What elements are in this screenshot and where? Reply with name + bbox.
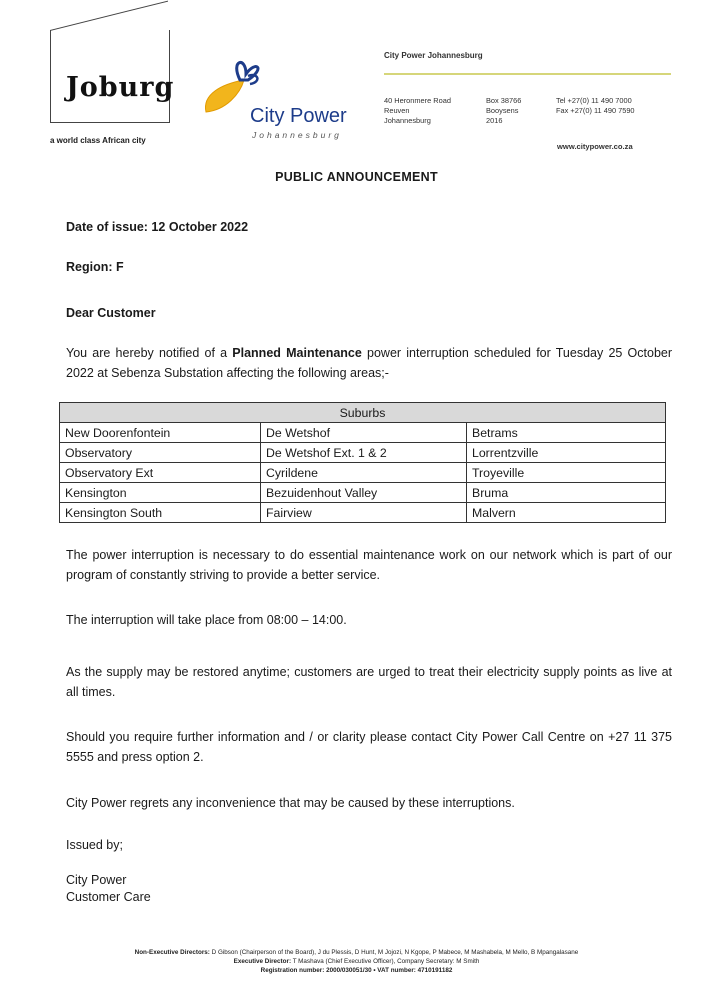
- city-power-subtitle: Johannesburg: [252, 130, 342, 140]
- table-cell: Cyrildene: [261, 463, 467, 483]
- table-cell: De Wetshof: [261, 423, 467, 443]
- document-title: PUBLIC ANNOUNCEMENT: [275, 170, 438, 184]
- postal-line: Booysens: [486, 106, 519, 115]
- contact-numbers: [556, 96, 635, 116]
- table-cell: Bezuidenhout Valley: [261, 483, 467, 503]
- intro-text: power interruption scheduled for Tuesday 25 October 2022 at Sebenza Substation affecting the following areas;-: [66, 346, 673, 380]
- footer-text: D Gibson (Chairperson of the Board), J du Plessis, D Hunt, M Jojozi, N Kgope, P Mabece, M Mashabela, M Mello, B Mpangalasane: [211, 949, 579, 956]
- table-cell: Observatory Ext: [60, 463, 261, 483]
- company-name: City Power Johannesburg: [384, 51, 483, 60]
- salutation: Dear Customer: [66, 306, 156, 320]
- footer-registration: Registration number: 2000/030051/30 • VAT number: 4710191182: [260, 967, 453, 974]
- table-cell: Betrams: [467, 423, 666, 443]
- table-row: [60, 463, 666, 483]
- address-line: 40 Heronmere Road: [384, 96, 451, 105]
- time-paragraph: The interruption will take place from 08:00 – 14:00.: [66, 613, 347, 627]
- table-cell: De Wetshof Ext. 1 & 2: [261, 443, 467, 463]
- region: Region: F: [66, 260, 124, 274]
- contact-paragraph: Should you require further information and / or clarity please contact City Power Call Centre on +27 11 375 5555 and press option 2.: [66, 730, 672, 764]
- table-row: [60, 503, 666, 523]
- intro-paragraph: [66, 343, 672, 383]
- signoff-dept: Customer Care: [66, 890, 151, 904]
- regret-paragraph: City Power regrets any inconvenience that may be caused by these interruptions.: [66, 796, 515, 810]
- city-power-name: City Power: [250, 105, 347, 127]
- footer-directors: [0, 949, 713, 958]
- table-cell: Fairview: [261, 503, 467, 523]
- footer-executive: [0, 958, 713, 967]
- address-line: Johannesburg: [384, 116, 431, 125]
- street-address: [384, 96, 451, 126]
- table-cell: Malvern: [467, 503, 666, 523]
- table-cell: New Doorenfontein: [60, 423, 261, 443]
- footer-label: Non-Executive Directors:: [134, 949, 210, 956]
- website-link[interactable]: www.citypower.co.za: [557, 142, 633, 151]
- table-cell: Troyeville: [467, 463, 666, 483]
- issued-by: Issued by;: [66, 838, 123, 852]
- table-row: [60, 423, 666, 443]
- table-cell: Kensington South: [60, 503, 261, 523]
- address-line: Reuven: [384, 106, 410, 115]
- joburg-tagline: a world class African city: [50, 136, 146, 145]
- table-row: [60, 443, 666, 463]
- reason-paragraph: The power interruption is necessary to do essential maintenance work on our network which is part of our program of constantly striving to provide a better service.: [66, 548, 672, 582]
- intro-emphasis: Planned Maintenance: [232, 346, 362, 360]
- table-header-row: [60, 403, 666, 423]
- table-header: Suburbs: [60, 403, 666, 423]
- header-divider: [384, 73, 671, 75]
- joburg-logo: Joburg: [66, 72, 175, 103]
- table-cell: Lorrentzville: [467, 443, 666, 463]
- postal-address: [486, 96, 521, 126]
- date-of-issue: Date of issue: 12 October 2022: [66, 220, 249, 234]
- fax: Fax +27(0) 11 490 7590: [556, 106, 635, 115]
- table-cell: Bruma: [467, 483, 666, 503]
- signoff-org: City Power: [66, 873, 127, 887]
- intro-text: You are hereby notified of a: [66, 346, 233, 360]
- table-row: [60, 483, 666, 503]
- suburbs-table: [59, 402, 666, 523]
- footer-text: T Mashava (Chief Executive Officer), Company Secretary: M Smith: [292, 958, 480, 965]
- table-cell: Kensington: [60, 483, 261, 503]
- postal-line: 2016: [486, 116, 503, 125]
- postal-line: Box 38766: [486, 96, 522, 105]
- table-cell: Observatory: [60, 443, 261, 463]
- telephone: Tel +27(0) 11 490 7000: [556, 96, 632, 105]
- footer-label: Executive Director:: [233, 958, 292, 965]
- live-supply-paragraph: As the supply may be restored anytime; customers are urged to treat their electricity supply points as live at all times.: [66, 665, 672, 699]
